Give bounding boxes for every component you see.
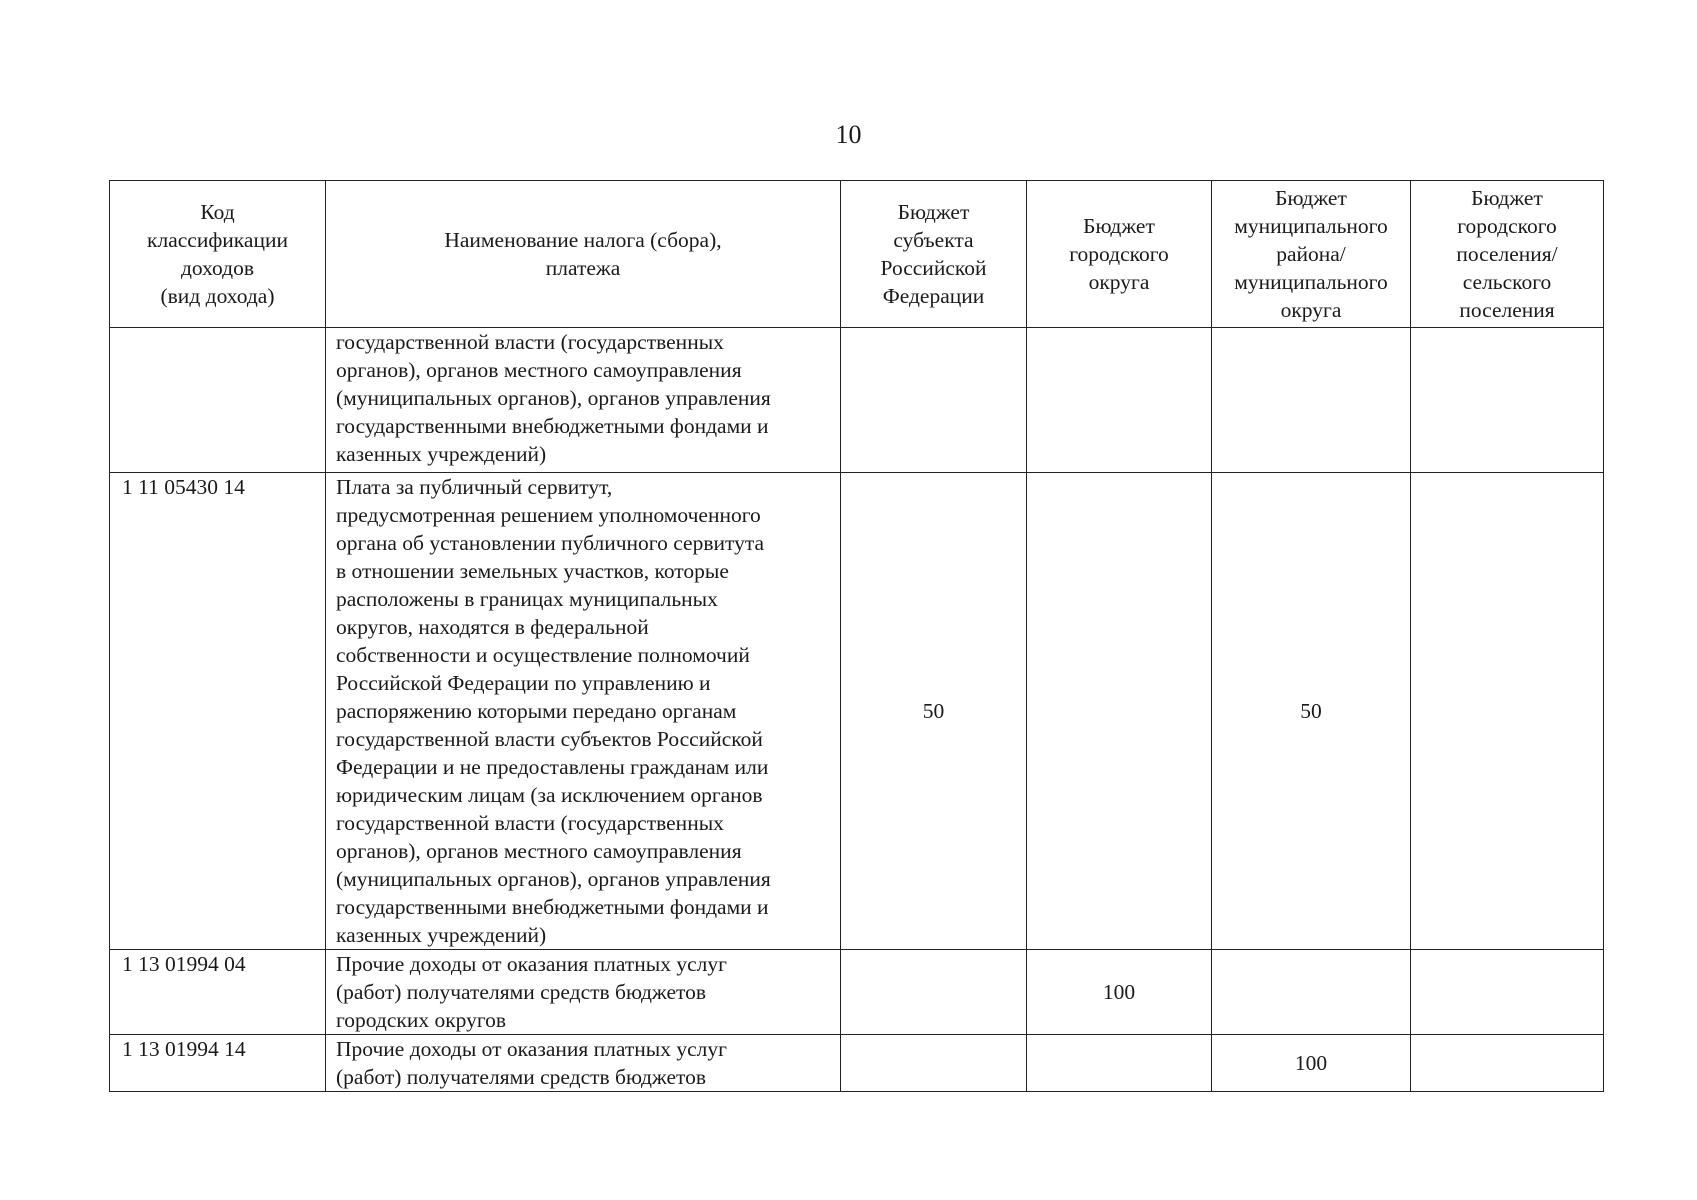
cell-city-district bbox=[1027, 1035, 1212, 1092]
revenue-distribution-table bbox=[109, 180, 1604, 1092]
cell-name: государственной власти (государственных органов), органов местного самоуправления (муниципальных органов), органов управления государственными внебюджетными фондами и казенных учреждений) bbox=[326, 328, 841, 473]
table-row bbox=[110, 1035, 1604, 1092]
cell-municipal-district bbox=[1212, 950, 1411, 1035]
header-city-district-budget: Бюджет городского округа bbox=[1027, 181, 1212, 328]
cell-settlement bbox=[1411, 950, 1604, 1035]
cell-settlement bbox=[1411, 328, 1604, 473]
header-municipal-district-budget: Бюджет муниципального района/ муниципального округа bbox=[1212, 181, 1411, 328]
page-number: 10 bbox=[835, 120, 862, 149]
cell-subject bbox=[841, 328, 1027, 473]
cell-municipal-district: 50 bbox=[1212, 473, 1411, 950]
cell-code bbox=[110, 328, 326, 473]
cell-municipal-district: 100 bbox=[1212, 1035, 1411, 1092]
cell-subject bbox=[841, 1035, 1027, 1092]
header-subject-budget: Бюджет субъекта Российской Федерации bbox=[841, 181, 1027, 328]
cell-subject bbox=[841, 950, 1027, 1035]
cell-code: 1 11 05430 14 bbox=[110, 473, 326, 950]
header-code: Код классификации доходов (вид дохода) bbox=[110, 181, 326, 328]
table-row bbox=[110, 473, 1604, 950]
cell-municipal-district bbox=[1212, 328, 1411, 473]
cell-city-district bbox=[1027, 473, 1212, 950]
cell-city-district: 100 bbox=[1027, 950, 1212, 1035]
header-settlement-budget: Бюджет городского поселения/ сельского поселения bbox=[1411, 181, 1604, 328]
cell-code: 1 13 01994 04 bbox=[110, 950, 326, 1035]
cell-city-district bbox=[1027, 328, 1212, 473]
cell-name: Прочие доходы от оказания платных услуг (работ) получателями средств бюджетов городских округов bbox=[326, 950, 841, 1035]
cell-subject: 50 bbox=[841, 473, 1027, 950]
header-name: Наименование налога (сбора), платежа bbox=[326, 181, 841, 328]
table-row bbox=[110, 328, 1604, 473]
table-row bbox=[110, 950, 1604, 1035]
cell-settlement bbox=[1411, 1035, 1604, 1092]
cell-settlement bbox=[1411, 473, 1604, 950]
cell-code: 1 13 01994 14 bbox=[110, 1035, 326, 1092]
cell-name: Прочие доходы от оказания платных услуг (работ) получателями средств бюджетов bbox=[326, 1035, 841, 1092]
cell-name: Плата за публичный сервитут, предусмотренная решением уполномоченного органа об установлении публичного сервитута в отношении земельных участков, которые расположены в границах муниципальных округов, находятся в федеральной собственности и осуществление полномочий Российской Федерации по управлению и распоряжению которыми передано органам государственной власти субъектов Российской Федерации и не предоставлены гражданам или юридическим лицам (за исключением органов государственной власти (государственных органов), органов местного самоуправления (муниципальных органов), органов управления государственными внебюджетными фондами и казенных учреждений) bbox=[326, 473, 841, 950]
table-header-row bbox=[110, 181, 1604, 328]
